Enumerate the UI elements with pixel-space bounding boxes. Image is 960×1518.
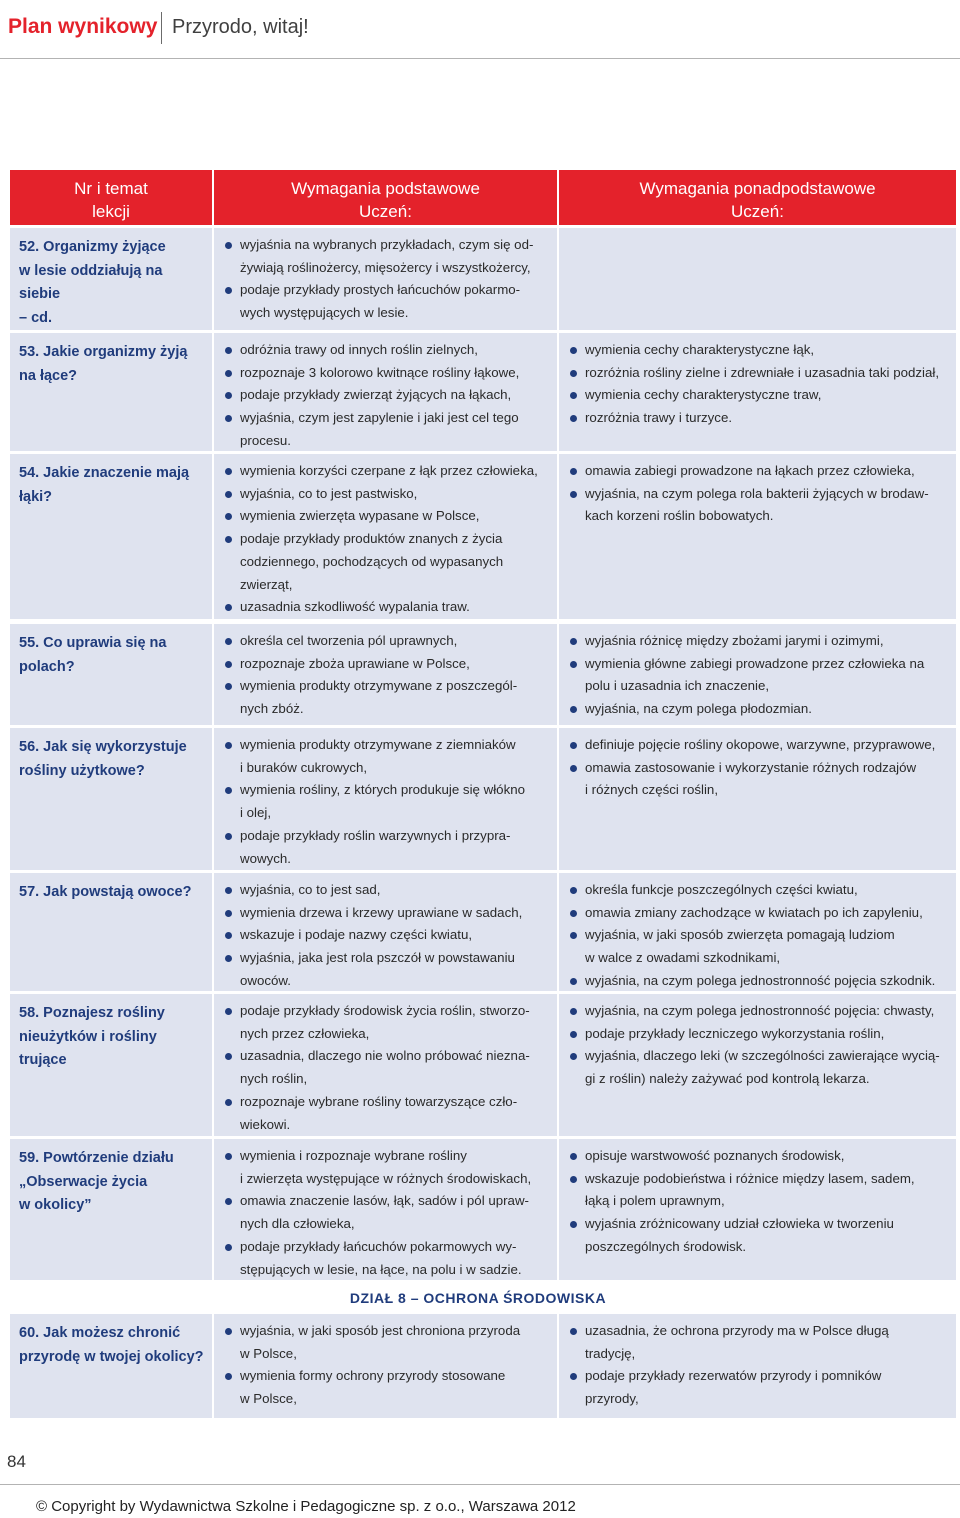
requirement-item: [569, 407, 950, 430]
column-header-advanced: [559, 170, 956, 225]
requirement-item: [224, 902, 551, 925]
bullet-icon: [570, 1373, 577, 1380]
requirement-item: [569, 1145, 950, 1168]
bullet-icon: [225, 491, 232, 498]
requirement-text: rozróżnia rośliny zielne i zdrewniałe i uzasadnia taki podział,: [585, 364, 940, 380]
advanced-requirements-cell: [559, 228, 956, 330]
bullet-icon: [225, 833, 232, 840]
requirement-text: omawia zastosowanie i wykorzystanie różnych rodzajów i różnych części roślin,: [585, 759, 917, 798]
lesson-cell: [10, 994, 212, 1136]
requirement-text: wymienia produkty otrzymywane z poszczegól- nych zbóż.: [240, 678, 518, 717]
bullet-icon: [225, 742, 232, 749]
requirement-item: [224, 1365, 551, 1410]
bullet-icon: [570, 415, 577, 422]
bullet-icon: [570, 910, 577, 917]
lesson-cell: [10, 624, 212, 725]
bullet-icon: [570, 661, 577, 668]
bullet-icon: [570, 706, 577, 713]
brand-title: Plan wynikowy: [8, 15, 158, 38]
basic-requirements-list: [224, 339, 551, 451]
lesson-title: 59. Powtórzenie działu „Obserwacje życia w okolicy”: [19, 1150, 174, 1213]
requirement-text: definiuje pojęcie rośliny okopowe, warzywne, przyprawowe,: [585, 737, 936, 752]
bullet-icon: [225, 392, 232, 399]
requirement-text: wyjaśnia, w jaki sposób zwierzęta pomagają ludziom w walce z owadami szkodnikami,: [585, 927, 895, 966]
requirement-text: uzasadnia, że ochrona przyrody ma w Polsce długą tradycję,: [585, 1323, 889, 1361]
requirement-text: rozpoznaje zboża uprawiane w Polsce,: [240, 655, 470, 671]
lesson-cell: [10, 228, 212, 330]
column-header-basic: [214, 170, 557, 225]
requirement-item: [224, 630, 551, 653]
bullet-icon: [570, 491, 577, 498]
requirement-text: wyjaśnia zróżnicowany udział człowieka w tworzeniu poszczególnych środowisk.: [585, 1216, 894, 1254]
bullet-icon: [570, 1328, 577, 1335]
requirement-item: [569, 1168, 950, 1213]
advanced-requirements-list: [569, 630, 950, 721]
requirement-item: [224, 234, 551, 279]
basic-requirements-cell: [214, 873, 557, 991]
advanced-requirements-cell: [559, 1139, 956, 1280]
requirement-text: podaje przykłady prostych łańcuchów pokarmo- wych występujących w lesie.: [240, 282, 521, 321]
basic-requirements-list: [224, 879, 551, 991]
requirement-text: wyjaśnia, w jaki sposób jest chroniona przyroda w Polsce,: [240, 1323, 521, 1361]
requirement-item: [224, 924, 551, 947]
requirement-text: wyjaśnia, dlaczego leki (w szczególności zawierające wycią- gi z roślin) należy zażywać pod kontrolą lekarza.: [585, 1048, 940, 1087]
lesson-title: 55. Co uprawia się na polach?: [19, 635, 167, 675]
requirement-item: [569, 630, 950, 653]
requirement-text: rozróżnia trawy i turzyce.: [585, 410, 733, 426]
advanced-requirements-list: [569, 1145, 950, 1259]
requirement-text: odróżnia trawy od innych roślin zielnych,: [240, 342, 478, 357]
basic-requirements-list: [224, 734, 551, 870]
requirement-text: wskazuje i podaje nazwy części kwiatu,: [240, 927, 473, 943]
basic-requirements-cell: [214, 1314, 557, 1418]
basic-requirements-list: [224, 1320, 551, 1411]
header-divider: [161, 12, 162, 44]
lesson-cell: [10, 454, 212, 619]
requirement-item: [569, 653, 950, 698]
requirement-text: uzasadnia, dlaczego nie wolno próbować niezna- nych roślin,: [240, 1048, 530, 1087]
requirement-item: [569, 483, 950, 528]
requirement-text: wymienia cechy charakterystyczne łąk,: [585, 342, 815, 357]
bullet-icon: [225, 513, 232, 520]
requirement-item: [224, 825, 551, 870]
column-header-basic-line1: Wymagania podstawowe: [291, 179, 480, 198]
requirement-item: [224, 384, 551, 407]
requirement-text: wymienia zwierzęta wypasane w Polsce,: [240, 508, 480, 524]
advanced-requirements-list: [569, 734, 950, 802]
requirement-item: [569, 734, 950, 757]
requirement-text: wyjaśnia, na czym polega jednostronność pojęcia: chwasty,: [585, 1003, 935, 1018]
requirement-text: podaje przykłady środowisk życia roślin, stworzo- nych przez człowieka,: [240, 1003, 530, 1041]
requirement-item: [569, 879, 950, 902]
requirement-item: [569, 757, 950, 802]
basic-requirements-list: [224, 1145, 551, 1280]
lesson-title: 52. Organizmy żyjące w lesie oddziałują na siebie – cd.: [19, 239, 166, 326]
column-header-lesson-line1: Nr i temat: [74, 179, 148, 198]
advanced-requirements-cell: [559, 994, 956, 1136]
requirement-text: wymienia i rozpoznaje wybrane rośliny i zwierzęta występujące w różnych środowiskach,: [240, 1148, 532, 1186]
requirement-item: [224, 362, 551, 385]
basic-requirements-list: [224, 630, 551, 721]
bullet-icon: [225, 1053, 232, 1060]
lesson-title: 60. Jak możesz chronić przyrodę w twojej okolicy?: [19, 1325, 204, 1365]
basic-requirements-cell: [214, 228, 557, 330]
requirement-text: wyjaśnia, czym jest zapylenie i jaki jest cel tego procesu.: [240, 410, 519, 448]
bullet-icon: [225, 1008, 232, 1015]
requirement-item: [569, 970, 950, 991]
requirement-item: [569, 1213, 950, 1258]
basic-requirements-cell: [214, 333, 557, 451]
requirement-item: [224, 505, 551, 528]
advanced-requirements-cell: [559, 873, 956, 991]
requirement-item: [224, 947, 551, 991]
bullet-icon: [225, 468, 232, 475]
basic-requirements-cell: [214, 728, 557, 870]
bullet-icon: [570, 887, 577, 894]
requirement-text: określa funkcje poszczególnych części kwiatu,: [585, 882, 858, 897]
lesson-cell: [10, 1139, 212, 1280]
requirement-item: [569, 460, 950, 483]
header-rule: [0, 58, 960, 59]
bullet-icon: [570, 347, 577, 354]
requirement-text: wymienia cechy charakterystyczne traw,: [585, 387, 822, 403]
requirement-text: wyjaśnia, jaka jest rola pszczół w powstawaniu owoców.: [240, 950, 515, 988]
requirement-item: [224, 1190, 551, 1235]
requirement-item: [224, 653, 551, 676]
lesson-cell: [10, 1314, 212, 1418]
requirement-text: wyjaśnia różnicę między zbożami jarymi i ozimymi,: [585, 633, 884, 648]
requirement-text: omawia znaczenie lasów, łąk, sadów i pól upraw- nych dla człowieka,: [240, 1193, 529, 1232]
requirement-item: [569, 362, 950, 385]
requirement-item: [224, 407, 551, 451]
bullet-icon: [225, 604, 232, 611]
requirement-text: wskazuje podobieństwa i różnice między lasem, sadem, łąką i polem uprawnym,: [585, 1170, 915, 1209]
requirement-text: wymienia formy ochrony przyrody stosowane w Polsce,: [240, 1368, 506, 1407]
requirement-text: podaje przykłady rezerwatów przyrody i pomników przyrody,: [585, 1368, 882, 1407]
basic-requirements-cell: [214, 624, 557, 725]
requirement-item: [224, 483, 551, 506]
bullet-icon: [570, 742, 577, 749]
requirement-text: omawia zabiegi prowadzone na łąkach przez człowieka,: [585, 463, 915, 478]
bullet-icon: [225, 347, 232, 354]
requirement-text: rozpoznaje wybrane rośliny towarzyszące czło- wiekowi.: [240, 1093, 518, 1132]
bullet-icon: [570, 765, 577, 772]
requirement-item: [224, 879, 551, 902]
lesson-cell: [10, 728, 212, 870]
requirement-text: omawia zmiany zachodzące w kwiatach po ich zapyleniu,: [585, 904, 923, 920]
lesson-title: 56. Jak się wykorzystuje rośliny użytkowe?: [19, 739, 187, 779]
bullet-icon: [570, 932, 577, 939]
advanced-requirements-cell: [559, 1314, 956, 1418]
copyright-notice: © Copyright by Wydawnictwa Szkolne i Pedagogiczne sp. z o.o., Warszawa 2012: [36, 1498, 576, 1515]
bullet-icon: [225, 787, 232, 794]
requirement-text: podaje przykłady łańcuchów pokarmowych wy- stępujących w lesie, na łące, na polu i w sadzie.: [240, 1238, 522, 1277]
requirement-item: [224, 1000, 551, 1045]
column-header-lesson-line2: lekcji: [92, 202, 130, 221]
basic-requirements-list: [224, 460, 551, 619]
bullet-icon: [225, 287, 232, 294]
bullet-icon: [225, 536, 232, 543]
requirement-item: [569, 1365, 950, 1410]
bullet-icon: [225, 932, 232, 939]
requirement-item: [224, 1145, 551, 1190]
requirement-item: [569, 698, 950, 721]
advanced-requirements-list: [569, 460, 950, 528]
requirement-item: [224, 528, 551, 596]
bullet-icon: [225, 887, 232, 894]
requirement-item: [224, 596, 551, 619]
requirement-item: [224, 1045, 551, 1090]
requirement-text: rozpoznaje 3 kolorowo kwitnące rośliny łąkowe,: [240, 364, 520, 380]
column-header-basic-line2: Uczeń:: [359, 202, 412, 221]
bullet-icon: [225, 955, 232, 962]
bullet-icon: [225, 638, 232, 645]
requirement-item: [569, 339, 950, 362]
requirement-text: podaje przykłady zwierząt żyjących na łąkach,: [240, 387, 512, 403]
advanced-requirements-list: [569, 879, 950, 991]
requirement-text: wyjaśnia, na czym polega płodozmian.: [585, 701, 812, 717]
bullet-icon: [570, 1221, 577, 1228]
bullet-icon: [570, 978, 577, 985]
requirement-text: podaje przykłady produktów znanych z życia codziennego, pochodzących od wypasanych zwierząt,: [240, 531, 504, 592]
bullet-icon: [225, 1373, 232, 1380]
advanced-requirements-list: [569, 339, 950, 430]
requirement-text: wyjaśnia, co to jest sad,: [240, 882, 381, 897]
bullet-icon: [225, 1099, 232, 1106]
lesson-cell: [10, 333, 212, 451]
bullet-icon: [570, 1153, 577, 1160]
page-header: [0, 0, 960, 60]
basic-requirements-cell: [214, 454, 557, 619]
requirement-item: [569, 1320, 950, 1365]
requirement-text: opisuje warstwowość poznanych środowisk,: [585, 1148, 845, 1163]
requirement-item: [224, 279, 551, 324]
lesson-title: 53. Jakie organizmy żyją na łące?: [19, 344, 188, 384]
requirement-item: [224, 779, 551, 824]
requirement-item: [569, 384, 950, 407]
footer-rule: [0, 1484, 960, 1485]
requirement-item: [224, 1091, 551, 1136]
bullet-icon: [570, 392, 577, 399]
requirement-text: podaje przykłady leczniczego wykorzystania roślin,: [585, 1025, 885, 1041]
requirement-text: uzasadnia szkodliwość wypalania traw.: [240, 599, 470, 615]
requirement-text: wymienia produkty otrzymywane z ziemniaków i buraków cukrowych,: [240, 737, 516, 775]
bullet-icon: [570, 1008, 577, 1015]
requirement-item: [224, 675, 551, 720]
requirement-text: określa cel tworzenia pól uprawnych,: [240, 633, 458, 648]
advanced-requirements-list: [569, 1000, 950, 1091]
bullet-icon: [225, 1328, 232, 1335]
requirement-item: [569, 1023, 950, 1046]
bullet-icon: [225, 415, 232, 422]
bullet-icon: [570, 1176, 577, 1183]
requirement-text: wymienia korzyści czerpane z łąk przez człowieka,: [240, 463, 538, 478]
advanced-requirements-cell: [559, 728, 956, 870]
requirement-item: [569, 1000, 950, 1023]
requirement-text: podaje przykłady roślin warzywnych i przypra- wowych.: [240, 827, 511, 866]
requirement-text: wyjaśnia, na czym polega jednostronność pojęcia szkodnik.: [585, 972, 936, 988]
requirement-item: [224, 460, 551, 483]
section-title: DZIAŁ 8 – OCHRONA ŚRODOWISKA: [213, 1285, 743, 1311]
advanced-requirements-cell: [559, 333, 956, 451]
bullet-icon: [225, 910, 232, 917]
lesson-title: 58. Poznajesz rośliny nieużytków i rośliny trujące: [19, 1005, 165, 1068]
basic-requirements-cell: [214, 1139, 557, 1280]
requirement-text: wyjaśnia, co to jest pastwisko,: [240, 485, 418, 501]
basic-requirements-cell: [214, 994, 557, 1136]
requirement-item: [224, 1320, 551, 1365]
requirement-item: [569, 924, 950, 969]
bullet-icon: [570, 1053, 577, 1060]
requirement-text: wyjaśnia na wybranych przykładach, czym się od- żywiają roślinożercy, mięsożercy i wszystkożercy,: [240, 237, 534, 275]
requirement-text: wyjaśnia, na czym polega rola bakterii żyjących w brodaw- kach korzeni roślin bobowatych.: [585, 485, 929, 524]
bullet-icon: [225, 1198, 232, 1205]
requirement-item: [569, 902, 950, 925]
requirement-item: [224, 734, 551, 779]
requirement-text: wymienia rośliny, z których produkuje się włókno i olej,: [240, 782, 526, 821]
advanced-requirements-cell: [559, 624, 956, 725]
bullet-icon: [570, 1031, 577, 1038]
lesson-title: 57. Jak powstają owoce?: [19, 884, 192, 900]
advanced-requirements-cell: [559, 454, 956, 619]
bullet-icon: [225, 1153, 232, 1160]
basic-requirements-list: [224, 1000, 551, 1136]
basic-requirements-list: [224, 234, 551, 325]
bullet-icon: [570, 468, 577, 475]
book-title: Przyrodo, witaj!: [172, 16, 309, 38]
column-header-advanced-line1: Wymagania ponadpodstawowe: [639, 179, 876, 198]
page-number: 84: [7, 1452, 26, 1471]
requirement-text: wymienia główne zabiegi prowadzone przez człowieka na polu i uzasadnia ich znaczenie,: [585, 655, 925, 694]
requirement-item: [569, 1045, 950, 1090]
requirement-item: [224, 1236, 551, 1280]
bullet-icon: [225, 661, 232, 668]
bullet-icon: [570, 370, 577, 377]
bullet-icon: [225, 1244, 232, 1251]
column-header-advanced-line2: Uczeń:: [731, 202, 784, 221]
requirement-item: [224, 339, 551, 362]
bullet-icon: [570, 638, 577, 645]
bullet-icon: [225, 370, 232, 377]
advanced-requirements-list: [569, 1320, 950, 1411]
lesson-title: 54. Jakie znaczenie mają łąki?: [19, 465, 190, 505]
column-header-lesson: [10, 170, 212, 225]
lesson-cell: [10, 873, 212, 991]
bullet-icon: [225, 683, 232, 690]
requirement-text: wymienia drzewa i krzewy uprawiane w sadach,: [240, 904, 523, 920]
bullet-icon: [225, 242, 232, 249]
